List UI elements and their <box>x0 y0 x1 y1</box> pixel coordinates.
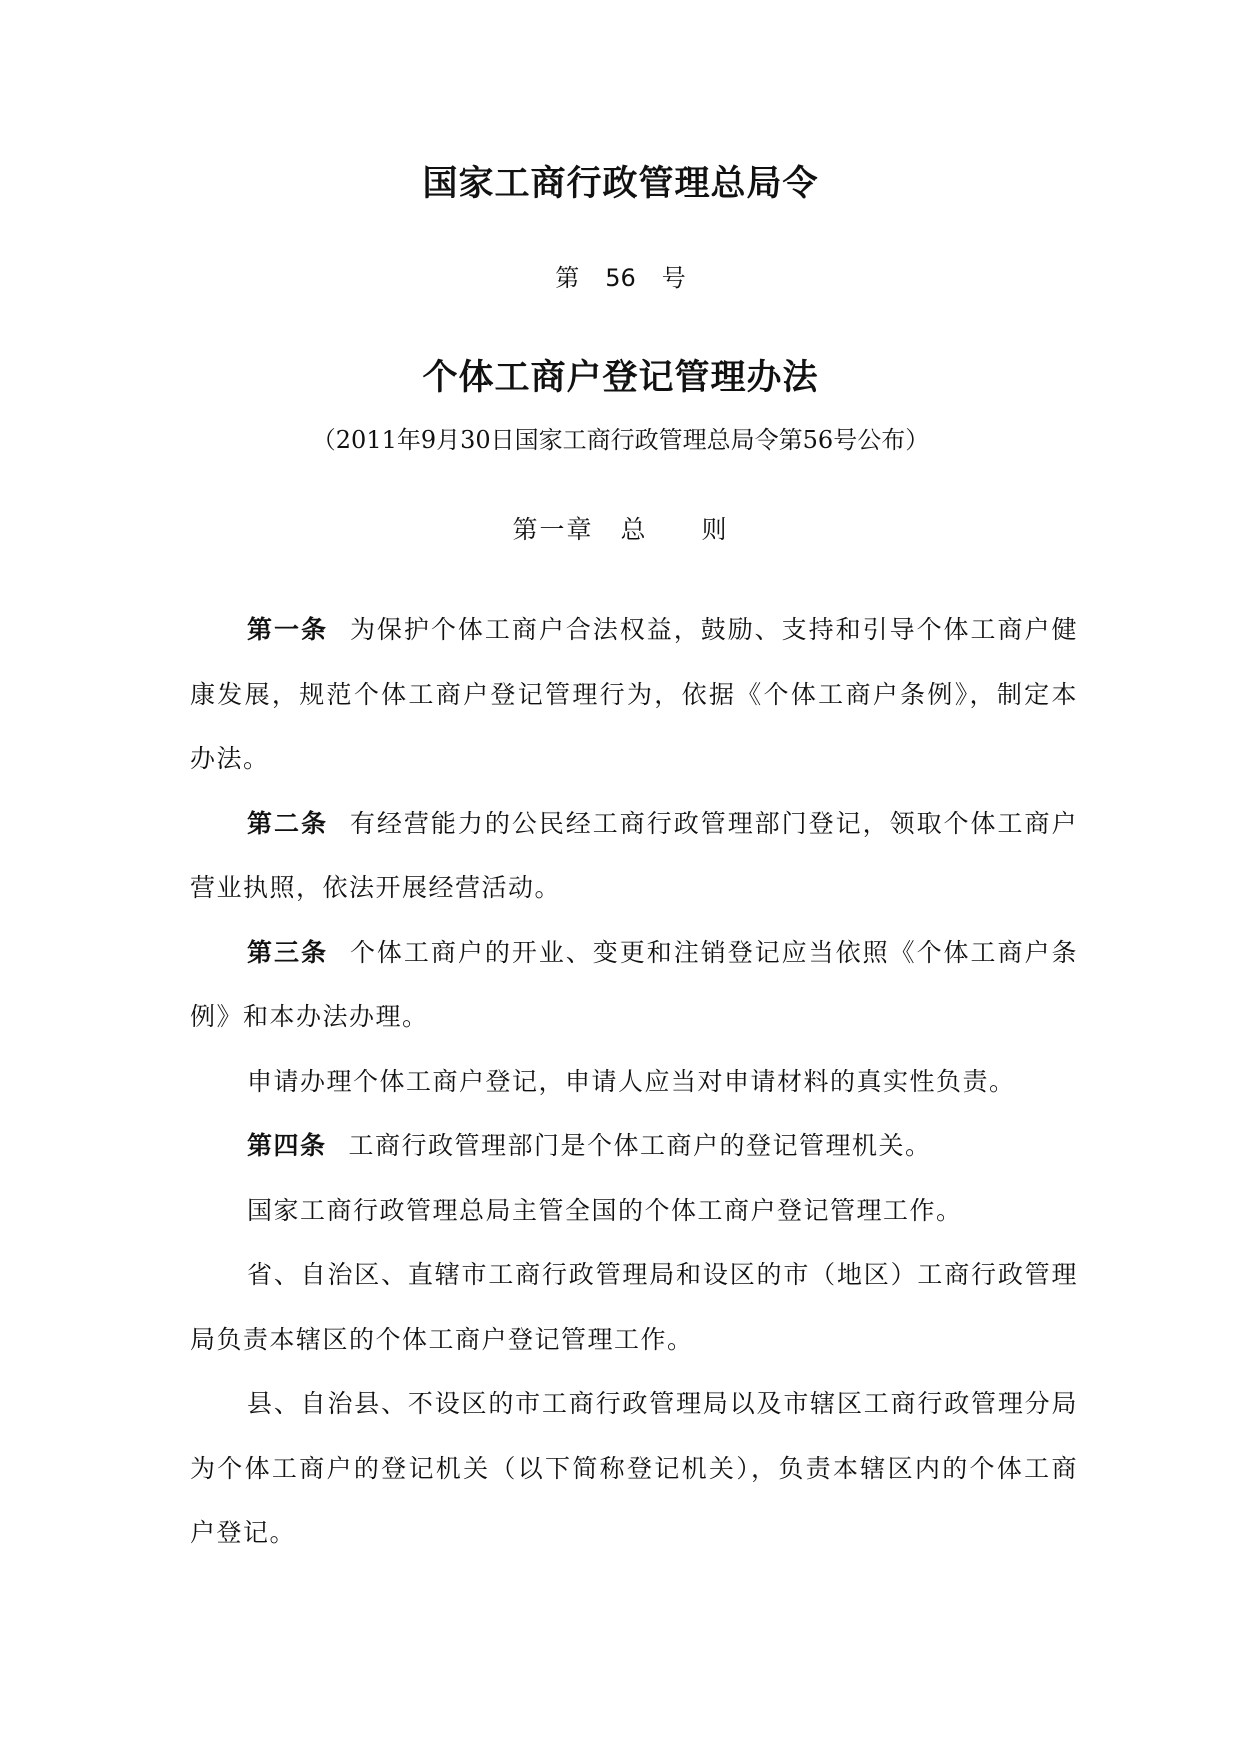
paragraph-text: 有经营能力的公民经工商行政管理部门登记，领取个体工商户营业执照，依法开展经营活动。 <box>190 808 1078 902</box>
article-number: 第四条 <box>247 1131 327 1160</box>
paragraph-text: 工商行政管理部门是个体工商户的登记管理机关。 <box>348 1131 932 1160</box>
order-number-value: 56 <box>605 264 636 292</box>
article-number: 第三条 <box>247 937 328 967</box>
paragraph <box>190 921 1078 1050</box>
paragraph <box>190 1114 1078 1179</box>
paragraph <box>190 1179 1078 1244</box>
paragraph <box>190 1243 1078 1372</box>
paragraph <box>190 598 1078 792</box>
chapter-heading: 第一章 总 则 <box>512 515 729 544</box>
article-number: 第一条 <box>247 615 328 644</box>
article-number: 第二条 <box>247 808 328 838</box>
paragraph-text: 国家工商行政管理总局主管全国的个体工商户登记管理工作。 <box>247 1195 963 1225</box>
paragraph-text: 县、自治县、不设区的市工商行政管理局以及市辖区工商行政管理分局为个体工商户的登记机关（以下简称登记机关），负责本辖区内的个体工商户登记。 <box>190 1389 1078 1547</box>
order-number <box>0 258 1241 293</box>
paragraph-text: 个体工商户的开业、变更和注销登记应当依照《个体工商户条例》和本办法办理。 <box>190 937 1078 1031</box>
paragraph-text: 省、自治区、直辖市工商行政管理局和设区的市（地区）工商行政管理局负责本辖区的个体工商户登记管理工作。 <box>190 1260 1078 1354</box>
regulation-title: 个体工商户登记管理办法 <box>422 358 819 398</box>
paragraph-text: 为保护个体工商户合法权益，鼓励、支持和引导个体工商户健康发展，规范个体工商户登记管理行为，依据《个体工商户条例》，制定本办法。 <box>190 615 1078 773</box>
paragraph <box>190 792 1078 921</box>
paragraph-text: 申请办理个体工商户登记，申请人应当对申请材料的真实性负责。 <box>247 1066 1016 1096</box>
order-prefix: 第 <box>555 264 580 292</box>
order-suffix: 号 <box>661 264 686 292</box>
document-title: 国家工商行政管理总局令 <box>422 164 819 204</box>
paragraph <box>190 1050 1078 1115</box>
body-text <box>190 598 1078 1566</box>
publish-note: （2011年9月30日国家工商行政管理总局令第56号公布） <box>311 426 930 454</box>
paragraph <box>190 1372 1078 1566</box>
